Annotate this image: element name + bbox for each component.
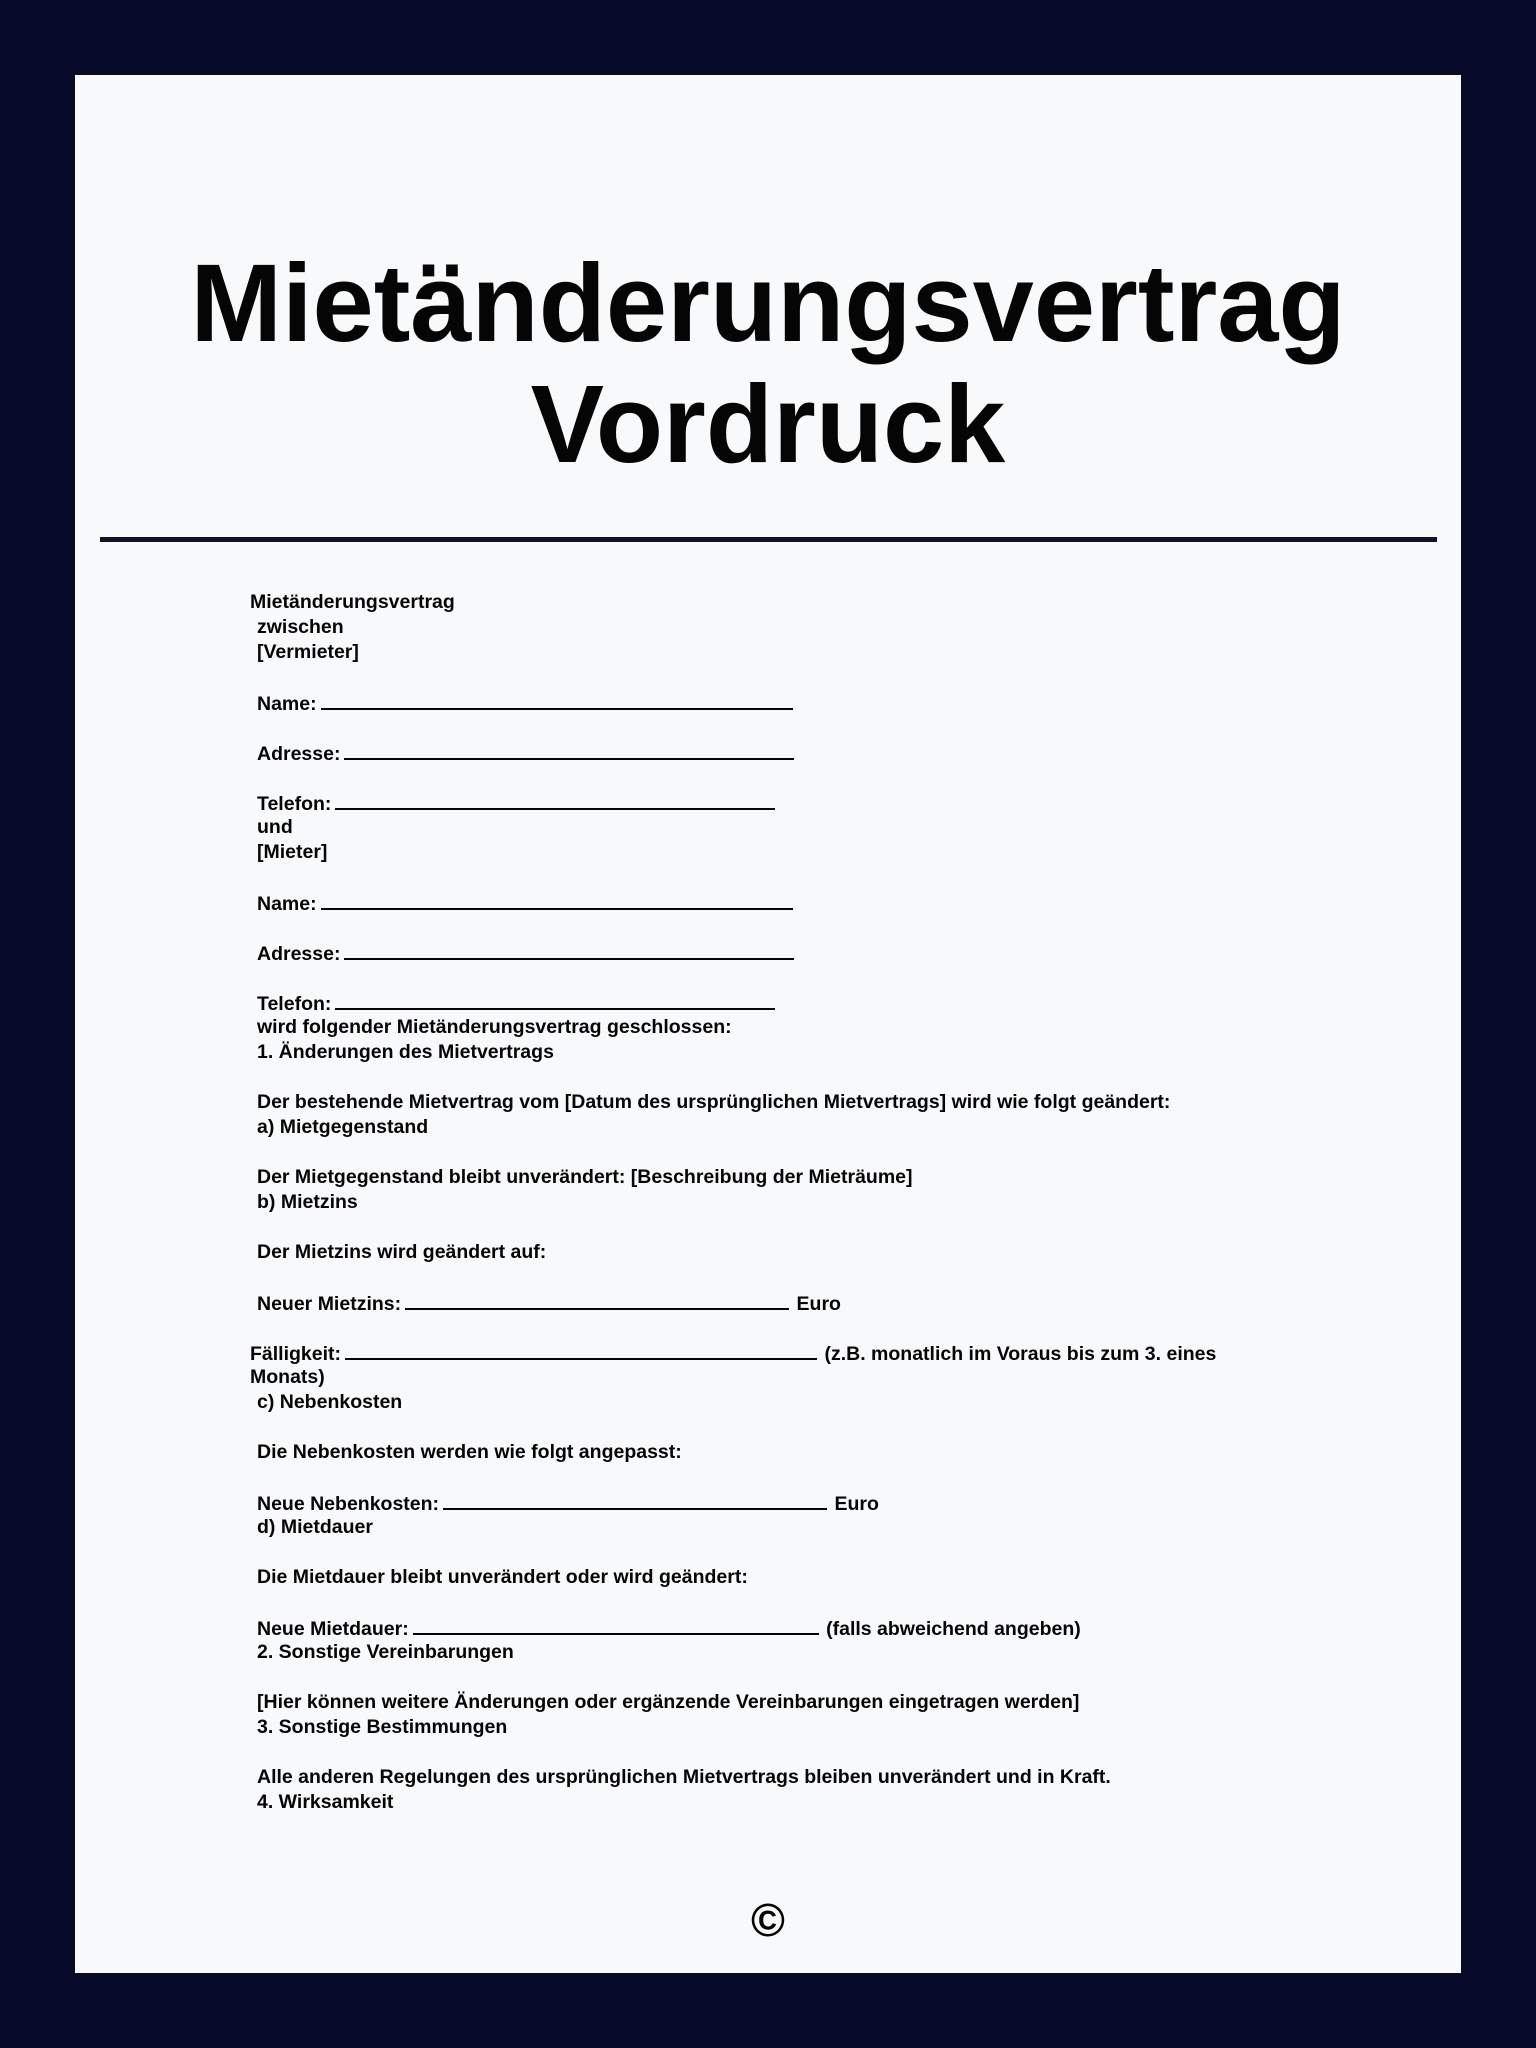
section-heading: 1. Änderungen des Mietvertrags: [257, 1041, 554, 1063]
new-rent-field[interactable]: [405, 1290, 789, 1310]
text-line: Alle anderen Regelungen des ursprünglichen Mietvertrags bleiben unverändert und in Kraft.: [257, 1766, 1111, 1788]
landlord-name-row: [257, 690, 795, 715]
new-duration-row: [257, 1615, 1081, 1640]
subsection-heading: c) Nebenkosten: [257, 1391, 403, 1413]
text-line: Monats): [250, 1366, 325, 1388]
landlord-phone-field[interactable]: [335, 790, 775, 810]
tenant-address-field[interactable]: [344, 940, 794, 960]
tenant-phone-field[interactable]: [335, 990, 775, 1010]
text-line: Die Mietdauer bleibt unverändert oder wird geändert:: [257, 1566, 748, 1588]
title-divider: [100, 537, 1437, 542]
field-label: Telefon:: [257, 793, 332, 815]
new-rent-row: [257, 1290, 841, 1315]
field-label: Name:: [257, 693, 317, 715]
due-date-field[interactable]: [345, 1340, 817, 1360]
due-date-row: [250, 1340, 1216, 1365]
field-hint: (z.B. monatlich im Voraus bis zum 3. eines: [824, 1343, 1217, 1365]
section-heading: 3. Sonstige Bestimmungen: [257, 1716, 508, 1738]
document-page: [75, 75, 1461, 1973]
title-line-1: Mietänderungsvertrag: [190, 242, 1346, 365]
new-duration-field[interactable]: [413, 1615, 819, 1635]
tenant-phone-row: [257, 990, 777, 1015]
field-hint: (falls abweichend angeben): [826, 1618, 1081, 1640]
landlord-address-field[interactable]: [344, 740, 794, 760]
new-costs-row: [257, 1490, 879, 1515]
text-line: Der bestehende Mietvertrag vom [Datum des ursprünglichen Mietvertrags] wird wie folgt geändert:: [257, 1091, 1171, 1113]
field-label: Telefon:: [257, 993, 332, 1015]
currency-label: Euro: [834, 1493, 879, 1515]
text-line: Der Mietgegenstand bleibt unverändert: [Beschreibung der Mieträume]: [257, 1166, 913, 1188]
field-label: Neue Mietdauer:: [257, 1618, 409, 1640]
new-costs-field[interactable]: [443, 1490, 827, 1510]
tenant-name-field[interactable]: [321, 890, 793, 910]
field-label: Name:: [257, 893, 317, 915]
field-label: Adresse:: [257, 743, 341, 765]
title-line-2: Vordruck: [530, 363, 1006, 486]
field-label: Fälligkeit:: [250, 1343, 342, 1365]
page-title: [75, 243, 1461, 485]
section-heading: 4. Wirksamkeit: [257, 1791, 394, 1813]
text-line: Der Mietzins wird geändert auf:: [257, 1241, 547, 1263]
field-label: Neuer Mietzins:: [257, 1293, 402, 1315]
section-heading: 2. Sonstige Vereinbarungen: [257, 1641, 514, 1663]
field-label: Adresse:: [257, 943, 341, 965]
text-line: wird folgender Mietänderungsvertrag geschlossen:: [257, 1016, 732, 1038]
copyright-icon: ©: [751, 1894, 785, 1946]
text-line: [Hier können weitere Änderungen oder ergänzende Vereinbarungen eingetragen werden]: [257, 1691, 1080, 1713]
text-line: und: [257, 816, 293, 838]
tenant-address-row: [257, 940, 796, 965]
landlord-phone-row: [257, 790, 777, 815]
landlord-address-row: [257, 740, 796, 765]
text-line: Die Nebenkosten werden wie folgt angepasst:: [257, 1441, 682, 1463]
landlord-name-field[interactable]: [321, 690, 793, 710]
text-line: zwischen: [257, 616, 344, 638]
subsection-heading: d) Mietdauer: [257, 1516, 373, 1538]
contract-heading: Mietänderungsvertrag: [250, 591, 455, 613]
currency-label: Euro: [796, 1293, 841, 1315]
tenant-name-row: [257, 890, 795, 915]
tenant-label: [Mieter]: [257, 841, 328, 863]
landlord-label: [Vermieter]: [257, 641, 359, 663]
subsection-heading: a) Mietgegenstand: [257, 1116, 429, 1138]
subsection-heading: b) Mietzins: [257, 1191, 358, 1213]
field-label: Neue Nebenkosten:: [257, 1493, 440, 1515]
